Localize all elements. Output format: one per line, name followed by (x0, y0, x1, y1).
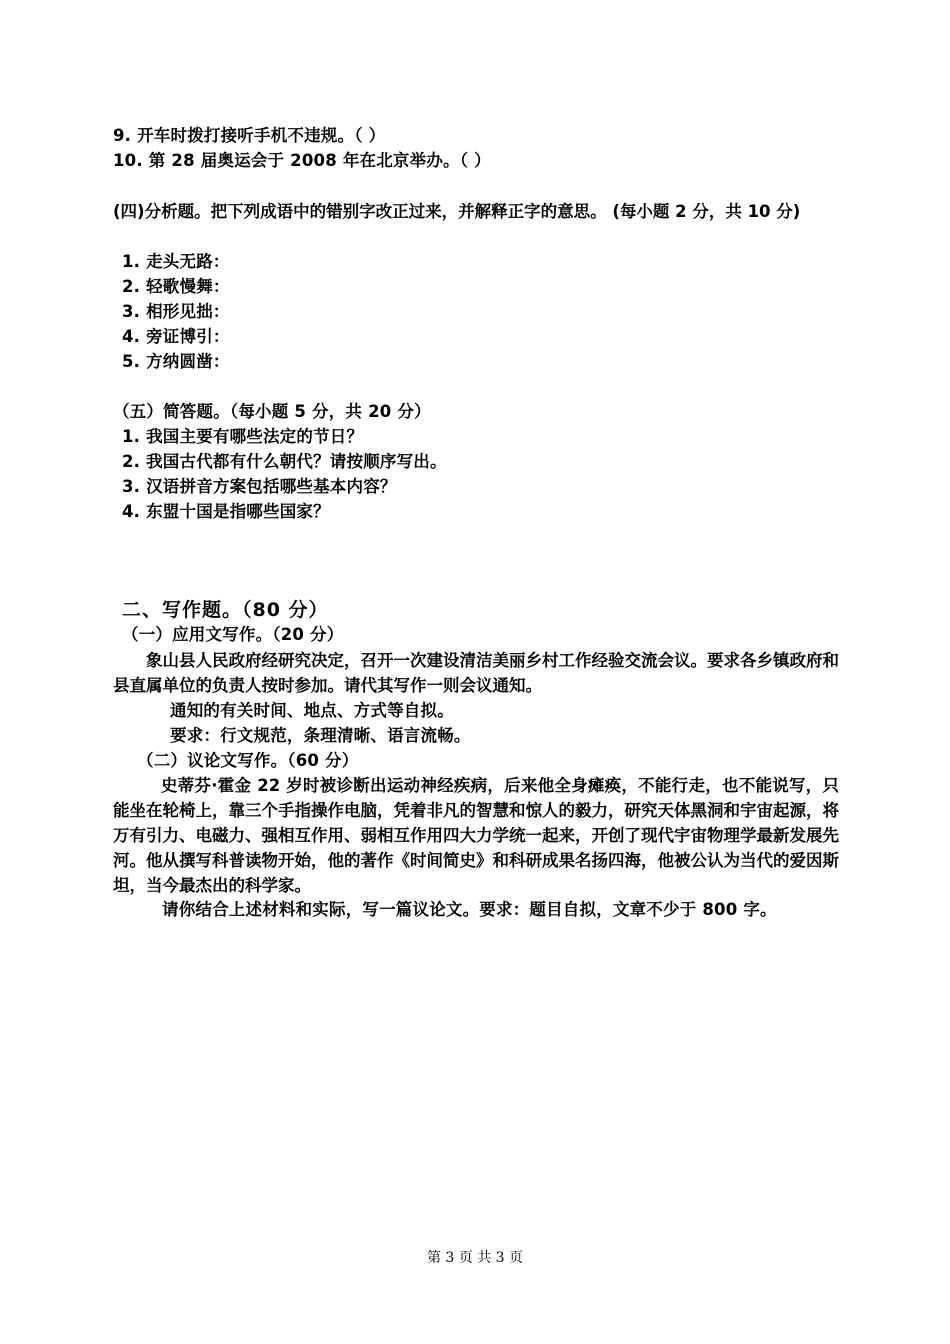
analysis-section-title: (四)分析题。把下列成语中的错别字改正过来，并解释正字的意思。 (每小题 2 分，共 10 分) (113, 202, 801, 221)
argumentative-writing-material: 史蒂芬·霍金 22 岁时被诊断出运动神经疾病，后来他全身瘫痪，不能行走，也不能说写，只能坐在轮椅上，靠三个手指操作电脑，凭着非凡的智慧和惊人的毅力，研究天体黑洞和宇宙起源，将万有引力、电磁力、强相互作用、弱相互作用四大力学统一起来，开创了现代宇宙物理学最新发展先河。他从撰写科普读物开始，他的著作《时间简史》和科研成果名扬四海，他被公认为当代的爱因斯坦，当今最杰出的科学家。 (113, 776, 839, 895)
tf-question-9: 9. 开车时拨打接听手机不违规。（ ） (113, 126, 386, 145)
applied-writing-note-requirements: 要求：行文规范，条理清晰、语言流畅。 (170, 726, 471, 745)
short-answer-item-4: 4. 东盟十国是指哪些国家？ (122, 502, 330, 521)
writing-section-title: 二、写作题。（80 分） (122, 599, 329, 621)
short-answer-item-3: 3. 汉语拼音方案包括哪些基本内容？ (122, 477, 397, 496)
analysis-item-5: 5. 方纳圆凿： (122, 352, 230, 371)
short-answer-item-1: 1. 我国主要有哪些法定的节日？ (122, 427, 364, 446)
argumentative-writing-title: （二）议论文写作。（60 分） (137, 751, 359, 770)
short-answer-section-title: （五）简答题。（每小题 5 分，共 20 分） (113, 402, 431, 421)
analysis-item-1: 1. 走头无路： (122, 252, 230, 271)
analysis-item-3: 3. 相形见拙： (122, 302, 230, 321)
tf-question-10: 10. 第 28 届奥运会于 2008 年在北京举办。（ ） (113, 151, 491, 170)
argumentative-writing-prompt: 请你结合上述材料和实际，写一篇议论文。要求：题目自拟，文章不少于 800 字。 (162, 900, 777, 919)
applied-writing-title: （一）应用文写作。（20 分） (122, 625, 344, 644)
page-number-footer: 第 3 页 共 3 页 (426, 1250, 524, 1266)
analysis-item-4: 4. 旁证博引： (122, 327, 230, 346)
analysis-item-2: 2. 轻歌慢舞： (122, 277, 230, 296)
applied-writing-paragraph: 象山县人民政府经研究决定，召开一次建设清洁美丽乡村工作经验交流会议。要求各乡镇政府和县直属单位的负责人按时参加。请代其写作一则会议通知。 (113, 651, 839, 695)
short-answer-item-2: 2. 我国古代都有什么朝代？请按顺序写出。 (122, 452, 447, 471)
applied-writing-note-time-place: 通知的有关时间、地点、方式等自拟。 (170, 701, 454, 720)
